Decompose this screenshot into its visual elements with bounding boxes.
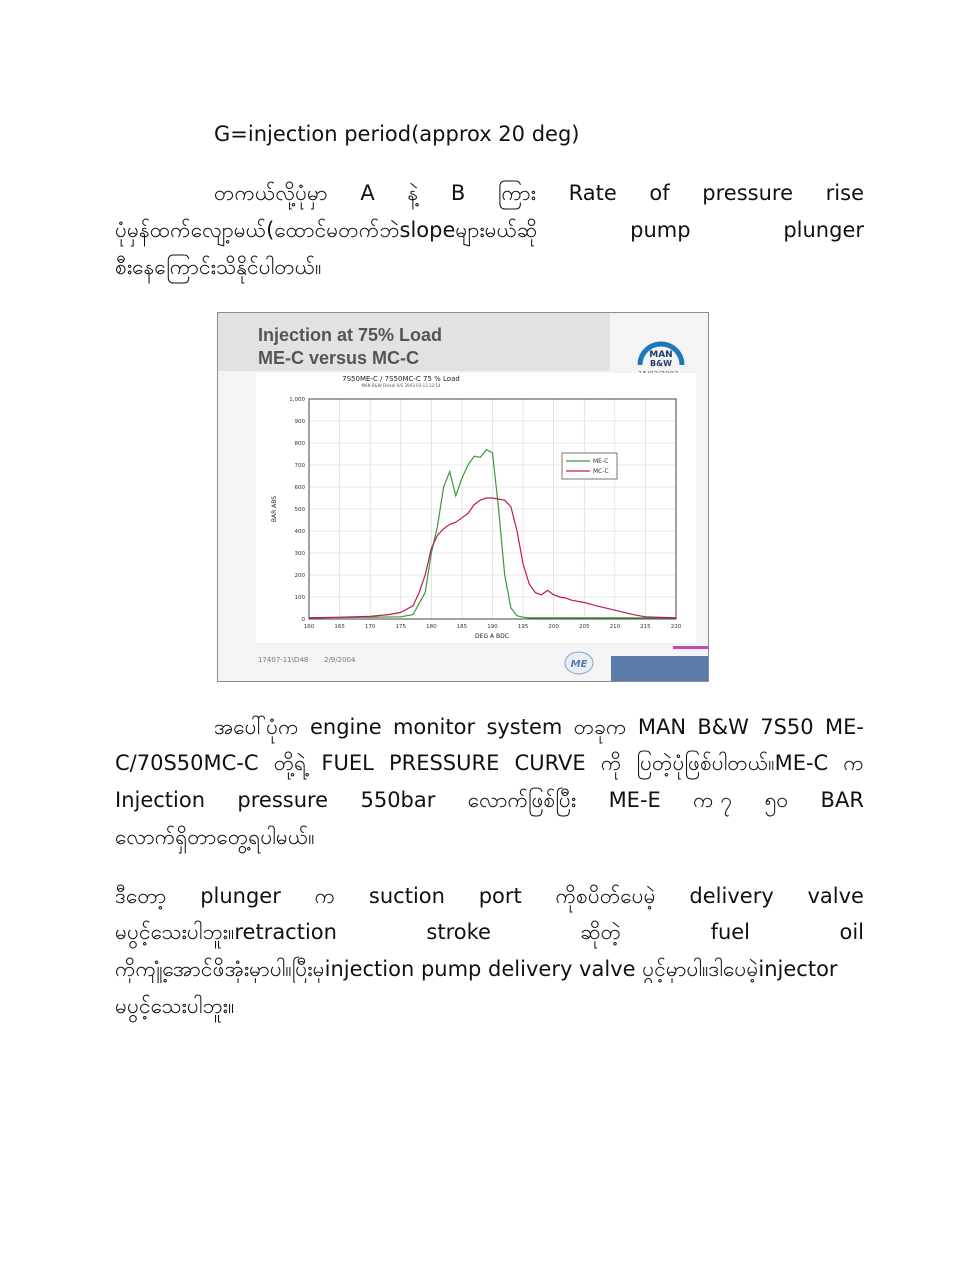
accent-line (673, 646, 709, 649)
word: က (314, 884, 336, 908)
word: engine (309, 715, 382, 739)
injection-figure (217, 312, 709, 682)
word: fuel (710, 920, 751, 944)
word: plunger (783, 218, 864, 242)
word: C/70S50MC-C (115, 751, 259, 775)
x-tick-label: 215 (640, 624, 651, 630)
plot-frame (256, 373, 696, 643)
word: Injection (115, 788, 206, 812)
word: BAR (820, 788, 864, 812)
word: PRESSURE (388, 751, 500, 775)
figure-footer-date: 2/9/2004 (324, 656, 356, 664)
word: monitor (392, 715, 476, 739)
chart-legend (562, 453, 617, 479)
paragraph-3-line-2 (115, 918, 864, 946)
paragraph-2-line-1 (115, 713, 864, 741)
legend-label-mc-c: MC-C (593, 468, 609, 475)
x-tick-label: 175 (395, 624, 406, 630)
figure-title-1: Injection at 75% Load (258, 325, 443, 345)
paragraph-1-line-2 (115, 216, 864, 244)
word: တို့ရဲ့ (273, 751, 307, 775)
y-axis-ticks (289, 397, 305, 623)
word: pressure (702, 181, 794, 205)
y-tick-label: 600 (294, 485, 305, 491)
word: suction (368, 884, 445, 908)
word: ကို (600, 751, 622, 775)
logo-text-top: MAN (649, 350, 673, 360)
x-tick-label: 185 (456, 624, 468, 630)
word: ၅၀ (764, 788, 789, 812)
x-tick-label: 210 (609, 624, 621, 630)
word: ပြတဲ့ပုံဖြစ်ပါတယ်။ME-C (636, 751, 829, 775)
me-badge-icon (563, 650, 595, 676)
word: rise (825, 181, 864, 205)
x-tick-label: 195 (517, 624, 529, 630)
x-tick-label: 205 (579, 624, 590, 630)
y-tick-label: 200 (294, 573, 305, 579)
x-tick-label: 160 (303, 624, 315, 630)
word: pump (630, 218, 691, 242)
paragraph-1-line-1 (115, 179, 864, 207)
word: FUEL (321, 751, 374, 775)
word: system (486, 715, 563, 739)
figure-title-2: ME-C versus MC-C (258, 348, 420, 368)
x-axis-label: DEG A BDC (475, 633, 509, 640)
accent-block (611, 656, 709, 682)
word: B&W (697, 715, 749, 739)
word: က ၇ (693, 788, 733, 812)
word: MAN (637, 715, 687, 739)
word: pressure (237, 788, 329, 812)
word: မပွင့်သေးပါဘူး။retraction (115, 920, 337, 944)
y-tick-label: 700 (294, 463, 305, 469)
y-tick-label: 1,000 (289, 397, 305, 403)
word: ME-E (608, 788, 661, 812)
x-tick-label: 180 (426, 624, 437, 630)
paragraph-1-line-3: စီးနေကြောင်းသိနိုင်ပါတယ်။ (115, 255, 322, 279)
me-badge-text: ME (570, 659, 588, 670)
word: port (478, 884, 522, 908)
x-tick-label: 220 (670, 624, 682, 630)
x-tick-label: 200 (548, 624, 559, 630)
x-tick-label: 170 (364, 624, 376, 630)
word: ကြား (497, 181, 536, 205)
word: က (843, 751, 864, 775)
injection-period-line: G=injection period(approx 20 deg) (214, 122, 580, 146)
paragraph-3-line-4: မပွင့်သေးပါဘူး။ (115, 994, 235, 1018)
word: ဆိုတဲ့ (580, 920, 622, 944)
word: ပုံမှန်ထက်လျော့မယ်(ထောင်မတက်ဘဲslopeများမယ်ဆို (115, 218, 538, 242)
chart-grid (309, 399, 676, 619)
figure-footer-code: 17407-11\D48 (258, 656, 309, 664)
y-tick-label: 800 (294, 441, 305, 447)
x-tick-label: 165 (334, 624, 345, 630)
word: B (450, 181, 466, 205)
word: delivery (689, 884, 774, 908)
word: valve (807, 884, 864, 908)
word: လောက်ဖြစ်ပြီး (467, 788, 577, 812)
word: တကယ်လို့ပုံမှာ (214, 181, 328, 205)
word: ME- (824, 715, 864, 739)
word: stroke (426, 920, 491, 944)
word: ဒီတော့ (115, 884, 167, 908)
y-tick-label: 500 (294, 507, 305, 513)
fuel-pressure-chart (256, 373, 696, 643)
paragraph-2-line-2 (115, 749, 864, 777)
paragraph-3-line-3: ကိုကျုံ့အောင်ဖိအုံးမှာပါ။ပြီးမှinjection pump delivery valve ပွင့်မှာပါ။ဒါပေမဲ့injector (115, 957, 838, 981)
word: A (360, 181, 375, 205)
paragraph-2-line-4: လောက်ရှိတာတွေ့ရပါမယ်။ (115, 825, 315, 849)
word: အပေါ်ပုံက (214, 715, 299, 739)
chart-title: 7S50ME-C / 7S50MC-C 75 % Load (342, 375, 460, 383)
man-bw-logo-icon (634, 335, 688, 369)
y-tick-label: 400 (294, 529, 305, 535)
word: နဲ့ (407, 181, 419, 205)
y-tick-label: 0 (301, 617, 305, 623)
word: 550bar (360, 788, 436, 812)
word: CURVE (514, 751, 586, 775)
y-tick-label: 300 (294, 551, 305, 557)
paragraph-3-line-1 (115, 882, 864, 910)
legend-label-me-c: ME-C (593, 458, 609, 465)
y-axis-label: BAR ABS (271, 495, 278, 523)
y-tick-label: 900 (294, 419, 305, 425)
y-tick-label: 100 (294, 595, 305, 601)
chart-subtitle: MAN B&W Diesel A/S 2003-03-13 12:14 (361, 383, 441, 388)
word: 7S50 (760, 715, 814, 739)
word: of (649, 181, 670, 205)
word: တခုက (573, 715, 627, 739)
word: plunger (200, 884, 281, 908)
paragraph-2-line-3 (115, 786, 864, 814)
x-tick-label: 190 (487, 624, 498, 630)
x-axis-ticks (304, 624, 682, 630)
word: Rate (568, 181, 617, 205)
word: oil (839, 920, 864, 944)
legend-box (562, 453, 617, 479)
logo-text-bottom: B&W (650, 359, 672, 368)
word: ကိုစပိတ်ပေမဲ့ (555, 884, 656, 908)
